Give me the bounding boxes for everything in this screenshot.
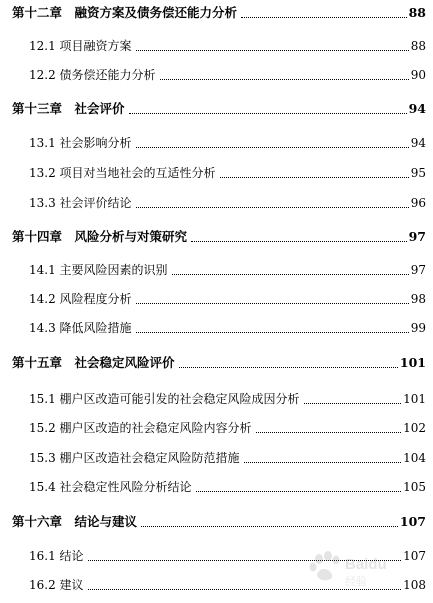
section-page-number: 108 [403, 578, 426, 592]
section-title: 12.2 债务偿还能力分析 [29, 68, 156, 82]
section-page-number: 94 [410, 136, 426, 150]
section-title: 15.3 棚户区改造社会稳定风险防范措施 [29, 451, 240, 465]
section-page-number: 107 [403, 549, 426, 563]
toc-section-12-2[interactable] [29, 66, 426, 84]
dot-leader [244, 462, 402, 463]
dot-leader [136, 303, 409, 304]
section-page-number: 101 [403, 392, 426, 406]
section-title: 14.1 主要风险因素的识别 [29, 263, 168, 277]
dot-leader [172, 274, 409, 275]
section-page-number: 97 [410, 263, 426, 277]
toc-section-14-1[interactable] [29, 261, 426, 279]
chapter-page-number: 101 [399, 355, 426, 370]
toc-section-14-3[interactable] [29, 319, 426, 337]
toc-chapter-13[interactable] [12, 100, 426, 118]
dot-leader [179, 367, 398, 368]
toc-section-15-1[interactable] [29, 390, 426, 408]
chapter-page-number: 107 [399, 514, 426, 529]
svg-text:经验: 经验 [345, 575, 367, 588]
section-page-number: 99 [410, 321, 426, 335]
dot-leader [136, 147, 409, 148]
section-title: 16.1 结论 [29, 549, 84, 563]
section-page-number: 96 [410, 196, 426, 210]
toc-section-13-3[interactable] [29, 194, 426, 212]
section-title: 14.2 风险程度分析 [29, 292, 132, 306]
section-title: 13.2 项目对当地社会的互适性分析 [29, 166, 216, 180]
section-title: 13.3 社会评价结论 [29, 196, 132, 210]
chapter-page-number: 97 [408, 229, 426, 244]
section-title: 15.4 社会稳定性风险分析结论 [29, 480, 192, 494]
toc-chapter-16[interactable] [12, 513, 426, 531]
dot-leader [141, 526, 398, 527]
dot-leader [136, 332, 409, 333]
toc-chapter-12[interactable] [12, 4, 426, 22]
dot-leader [196, 491, 402, 492]
section-title: 12.1 项目融资方案 [29, 39, 132, 53]
toc-section-15-4[interactable] [29, 478, 426, 496]
chapter-title: 第十四章 风险分析与对策研究 [12, 229, 188, 244]
dot-leader [129, 113, 407, 114]
svg-text:Baidu: Baidu [345, 556, 387, 573]
toc-section-12-1[interactable] [29, 37, 426, 55]
chapter-title: 第十六章 结论与建议 [12, 514, 138, 529]
dot-leader [160, 79, 409, 80]
chapter-title: 第十二章 融资方案及债务偿还能力分析 [12, 5, 238, 20]
section-title: 14.3 降低风险措施 [29, 321, 132, 335]
section-title: 15.1 棚户区改造可能引发的社会稳定风险成因分析 [29, 392, 300, 406]
toc-section-13-2[interactable] [29, 164, 426, 182]
section-page-number: 88 [410, 39, 426, 53]
section-page-number: 95 [410, 166, 426, 180]
dot-leader [220, 177, 409, 178]
toc-section-16-1[interactable] [29, 547, 426, 565]
dot-leader [88, 560, 402, 561]
dot-leader [304, 403, 402, 404]
dot-leader [256, 432, 402, 433]
dot-leader [241, 17, 407, 18]
chapter-page-number: 88 [408, 5, 426, 20]
section-page-number: 102 [403, 421, 426, 435]
section-page-number: 98 [410, 292, 426, 306]
toc-section-15-3[interactable] [29, 449, 426, 467]
dot-leader [88, 589, 402, 590]
toc-chapter-14[interactable] [12, 228, 426, 246]
toc-section-13-1[interactable] [29, 134, 426, 152]
section-title: 15.2 棚户区改造的社会稳定风险内容分析 [29, 421, 252, 435]
section-page-number: 105 [403, 480, 426, 494]
chapter-title: 第十五章 社会稳定风险评价 [12, 355, 175, 370]
section-title: 16.2 建议 [29, 578, 84, 592]
toc-chapter-15[interactable] [12, 354, 426, 372]
section-title: 13.1 社会影响分析 [29, 136, 132, 150]
section-page-number: 104 [403, 451, 426, 465]
dot-leader [191, 241, 407, 242]
dot-leader [136, 50, 409, 51]
chapter-page-number: 94 [408, 101, 426, 116]
toc-section-16-2[interactable] [29, 576, 426, 594]
toc-section-14-2[interactable] [29, 290, 426, 308]
dot-leader [136, 207, 409, 208]
section-page-number: 90 [410, 68, 426, 82]
chapter-title: 第十三章 社会评价 [12, 101, 125, 116]
toc-section-15-2[interactable] [29, 419, 426, 437]
